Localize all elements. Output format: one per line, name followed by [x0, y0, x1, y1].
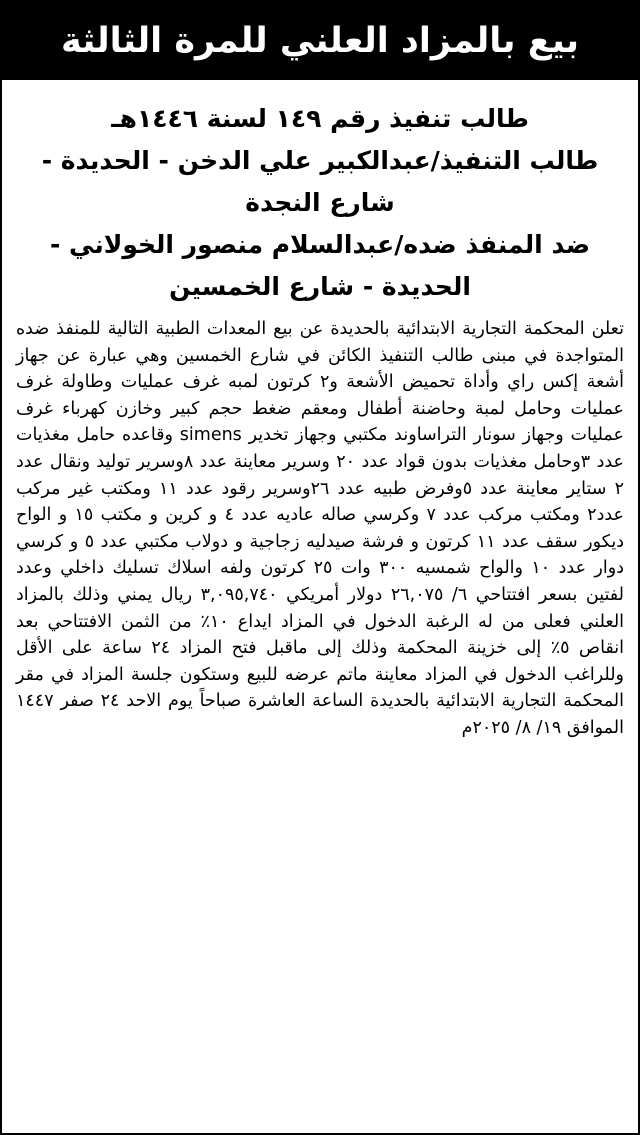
notice-body: تعلن المحكمة التجارية الابتدائية بالحديدة عن بيع المعدات الطبية التالية للمنفذ ضده المتواجدة في مبنى طالب التنفيذ الكائن في شارع الخمسين وهي عبارة عن جهاز أشعة إكس راي وأداة تحميض الأشعة و٢ كرتون لمبه غرف عمليات وطاولة غرف عمليات وحامل لمبة وحاضنة أطفال ومعقم ضغط حجم كبير وخازن كهرباء غرف عمليات وجهاز سونار التراساوند مكتبي وجهاز تخدير simens وقاعده حامل مغذيات عدد ٣وحامل مغذيات بدون قواد عدد ٢٠ وسرير معاينة عدد ٨وسرير توليد ونقال عدد ٢ ستاير معاينة عدد ٥وفرض طبيه عدد ٢٦وسرير رقود عدد ١١ ومكتب غير مركب عدد٢ ومكتب مركب عدد ٧ وكرسي صاله عاديه عدد ٤ و كرين و مكتب ١٥ و الواح ديكور سقف عدد ١١ كرتون و فرشة صيدليه زجاجية و دولاب مكتبي عدد ٥ و كرسي دوار عدد ١٠ والواح شمسيه ٣٠٠ وات ٢٥ كرتون ولفه اسلاك تسليك داخلي وعدد لفتين بسعر افتتاحي ٦/ ٢٦,٠٧٥ دولار أمريكي ٣,٠٩٥,٧٤٠ ريال يمني وذلك بالمزاد العلني فعلى من له الرغبة الدخول في المزاد ايداع ١٠٪ من الثمن الافتتاحي بعد انقاص ٥٪ إلى خزينة المحكمة وذلك إلى ماقبل فتح المزاد ٢٤ ساعة على الأقل وللراغب الدخول في المزاد معاينة ماتم عرضه للبيع وستكون جلسة المزاد في مقر المحكمة التجارية الابتدائية بالحديدة الساعة العاشرة صباحاً يوم الاحد ٢٤ صفر ١٤٤٧ الموافق ١٩/ ٨/ ٢٠٢٥م	[16, 319, 625, 738]
notice-title: بيع بالمزاد العلني للمرة الثالثة	[2, 2, 638, 80]
case-headings	[2, 80, 638, 308]
claimant-line: طالب التنفيذ/عبدالكبير علي الدخن - الحديدة -	[41, 146, 599, 175]
defendant-address-line: الحديدة - شارع الخمسين	[169, 272, 471, 301]
claimant-address-line: شارع النجدة	[245, 188, 395, 217]
case-number-line: طالب تنفيذ رقم ١٤٩ لسنة ١٤٤٦هـ	[111, 104, 529, 133]
defendant-line: ضد المنفذ ضده/عبدالسلام منصور الخولاني -	[49, 230, 591, 259]
